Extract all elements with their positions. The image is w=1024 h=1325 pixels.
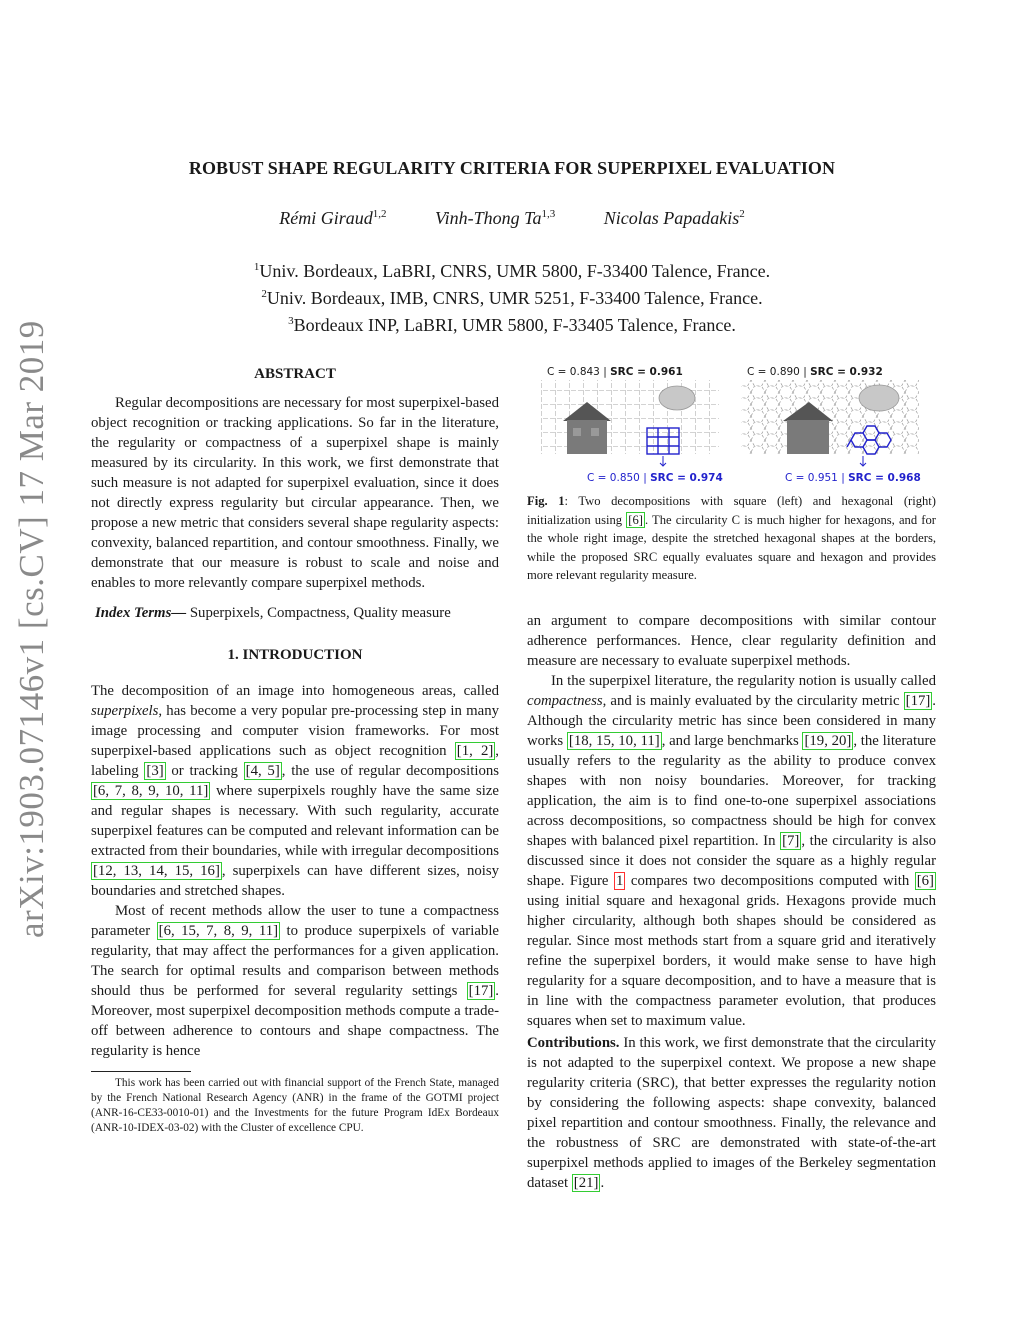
right-panel-image: [741, 380, 919, 466]
right-top-metrics: C = 0.890 | SRC = 0.932: [747, 366, 883, 378]
affiliations: [100, 256, 924, 337]
footnote-divider: [91, 1071, 191, 1072]
author: Nicolas Papadakis$^2$: [603, 208, 745, 228]
citation-link[interactable]: [18, 15, 10, 11]: [568, 732, 660, 749]
figure-caption: Fig. 1: Two decompositions with square (left) and hexagonal (right) initialization using [6] . The circularity C is much higher for hexagons, and for the whole right image, despite the stretched hexagonal shapes at the borders, while the proposed SRC equally evaluates square and hexagon and provides more relevant regularity measure.: [527, 494, 936, 582]
citation-link[interactable]: [4, 5]: [245, 763, 280, 779]
arxiv-identifier: arXiv:1903.07146v1 [cs.CV] 17 Mar 2019: [12, 320, 51, 938]
citation-link[interactable]: [17]: [468, 983, 494, 999]
left-panel-image: [541, 380, 719, 466]
citation-link[interactable]: [3]: [146, 763, 164, 779]
figure-panels: [527, 362, 936, 490]
paper-title: ROBUST SHAPE REGULARITY CRITERIA FOR SUPERPIXEL EVALUATION: [188, 158, 836, 178]
citation-link[interactable]: [6]: [916, 872, 934, 889]
intro-paragraph-4: In the superpixel literature, the regularity notion is usually called compactness, and is mainly evaluated by the circularity metric [17] . Although the circularity metric has since been considered in many works [18, 15, 10, 11] , and large benchmarks [19, 20] , the literature usually refers to the regularity as the ability to produce convex shapes with non noisy boundaries. Moreover, for tracking application, the aim is to find one-to-one superpixel associations across decompositions, so compactness should be high for convex shapes with balanced pixel repartition. In [7] , the circularity is also discussed since it does not consider the square as a highly regular shape. Figure 1 compares two decompositions computed with [6] using initial square and hexagonal grids. Hexagons provide much higher circularity, although both shapes should be considered as regular. Since most methods start from a square grid and iteratively refine the superpixel borders, it would make sense to have high regularity for a square decomposition, and to have a measure that is in line with the compactness parameter evolution, that produces squares when set to maximum value.: [527, 672, 936, 1029]
contributions-paragraph: Contributions. In this work, we first demonstrate that the circularity is not adapted to the superpixel context. We propose a new shape regularity criteria (SRC), that better expresses the regularity notion by considering the following aspects: shape convexity, balanced pixel repartition and contour smoothness. Finally, the relevance and the robustness of SRC are demonstrated with state-of-the-art superpixel methods applied to images of the Berkeley segmentation dataset [21] .: [527, 1034, 936, 1191]
abstract-heading: ABSTRACT: [254, 366, 336, 382]
citation-link[interactable]: [19, 20]: [804, 732, 852, 749]
left-top-metrics: C = 0.843 | SRC = 0.961: [547, 366, 683, 378]
citation-link[interactable]: [1, 2]: [456, 743, 494, 759]
citation-link[interactable]: [7]: [782, 832, 800, 849]
left-column: [91, 366, 499, 1136]
left-bottom-metrics: C = 0.850 | SRC = 0.974: [587, 472, 723, 484]
author-list: [100, 208, 924, 229]
citation-link[interactable]: [6, 15, 7, 8, 9, 11]: [158, 923, 279, 939]
funding-footnote: This work has been carried out with financial support of the French State, managed by the French National Research Agency (ANR) in the frame of the GOTMI project (ANR-16-CE33-0010-01) and the Investments for the future Program IdEx Bordeaux (ANR-10-IDEX-03-02) with the Cluster of excellence CPU.: [91, 1077, 499, 1134]
citation-link[interactable]: [12, 13, 14, 15, 16]: [93, 863, 220, 879]
citation-link[interactable]: [17]: [905, 692, 931, 709]
citation-link[interactable]: [6, 7, 8, 9, 10, 11]: [93, 783, 209, 799]
figure-link[interactable]: 1: [616, 872, 624, 889]
citation-link[interactable]: [6]: [628, 512, 643, 527]
index-terms: Index Terms— Superpixels, Compactness, Quality measure: [95, 605, 451, 621]
affiliation: $^1$Univ. Bordeaux, LaBRI, CNRS, UMR 5800, F-33400 Talence, France.: [253, 261, 771, 281]
intro-paragraph-3: an argument to compare decompositions with similar contour adherence performances. Hence, clear regularity definition and measure are necessary to evaluate superpixel methods.: [527, 612, 936, 669]
abstract-text: Regular decompositions are necessary for most superpixel-based object recognition or tracking applications. So far in the literature, the regularity or compactness of a superpixel shape is mainly measured by its circularity. In this work, we first demonstrate that such measure is not adapted for superpixel evaluation, since it does not directly express regularity but circular appearance. Then, we propose a new metric that considers several shape regularity aspects: convexity, balanced repartition, and contour smoothness. Finally, we demonstrate that our measure is robust to scale and noise and enables to more relevantly compare superpixel methods.: [91, 395, 499, 591]
intro-paragraph-2: Most of recent methods allow the user to tune a compactness parameter [6, 15, 7, 8, 9, 11] to produce superpixels of variable regularity, that may affect the performances for a given application. The search for optimal results and comparison between methods should thus be performed for several regularity settings [17] . Moreover, most superpixel decomposition methods compute a trade-off between adherence to contours and shape compactness. The regularity is hence: [91, 903, 499, 1059]
intro-paragraph-1: The decomposition of an image into homogeneous areas, called superpixels, has become a very popular pre-processing step in many image processing and computer vision frameworks. For most superpixel-based applications such as object recognition [1, 2] , labeling [3] or tracking [4, 5] , the use of regular decompositions [6, 7, 8, 9, 10, 11] where superpixels roughly have the same size and regular shapes is necessary. With such regularity, accurate superpixel features can be computed and relevant information can be extracted from their boundaries, while with irregular decompositions [12, 13, 14, 15, 16] , superpixels can have different sizes, noisy boundaries and stretched shapes.: [91, 683, 500, 899]
right-column: [527, 362, 936, 1193]
affiliation: $^2$Univ. Bordeaux, IMB, CNRS, UMR 5251, F-33400 Talence, France.: [261, 288, 763, 308]
intro-heading: 1. INTRODUCTION: [227, 647, 363, 663]
author: Vinh-Thong Ta$^{1,3}$: [434, 208, 556, 228]
right-bottom-metrics: C = 0.951 | SRC = 0.968: [785, 472, 921, 484]
affiliation: $^3$Bordeaux INP, LaBRI, UMR 5800, F-33405 Talence, France.: [288, 315, 736, 335]
citation-link[interactable]: [21]: [573, 1174, 599, 1191]
figure-1: [527, 362, 936, 490]
author: Rémi Giraud$^{1,2}$: [279, 208, 387, 228]
